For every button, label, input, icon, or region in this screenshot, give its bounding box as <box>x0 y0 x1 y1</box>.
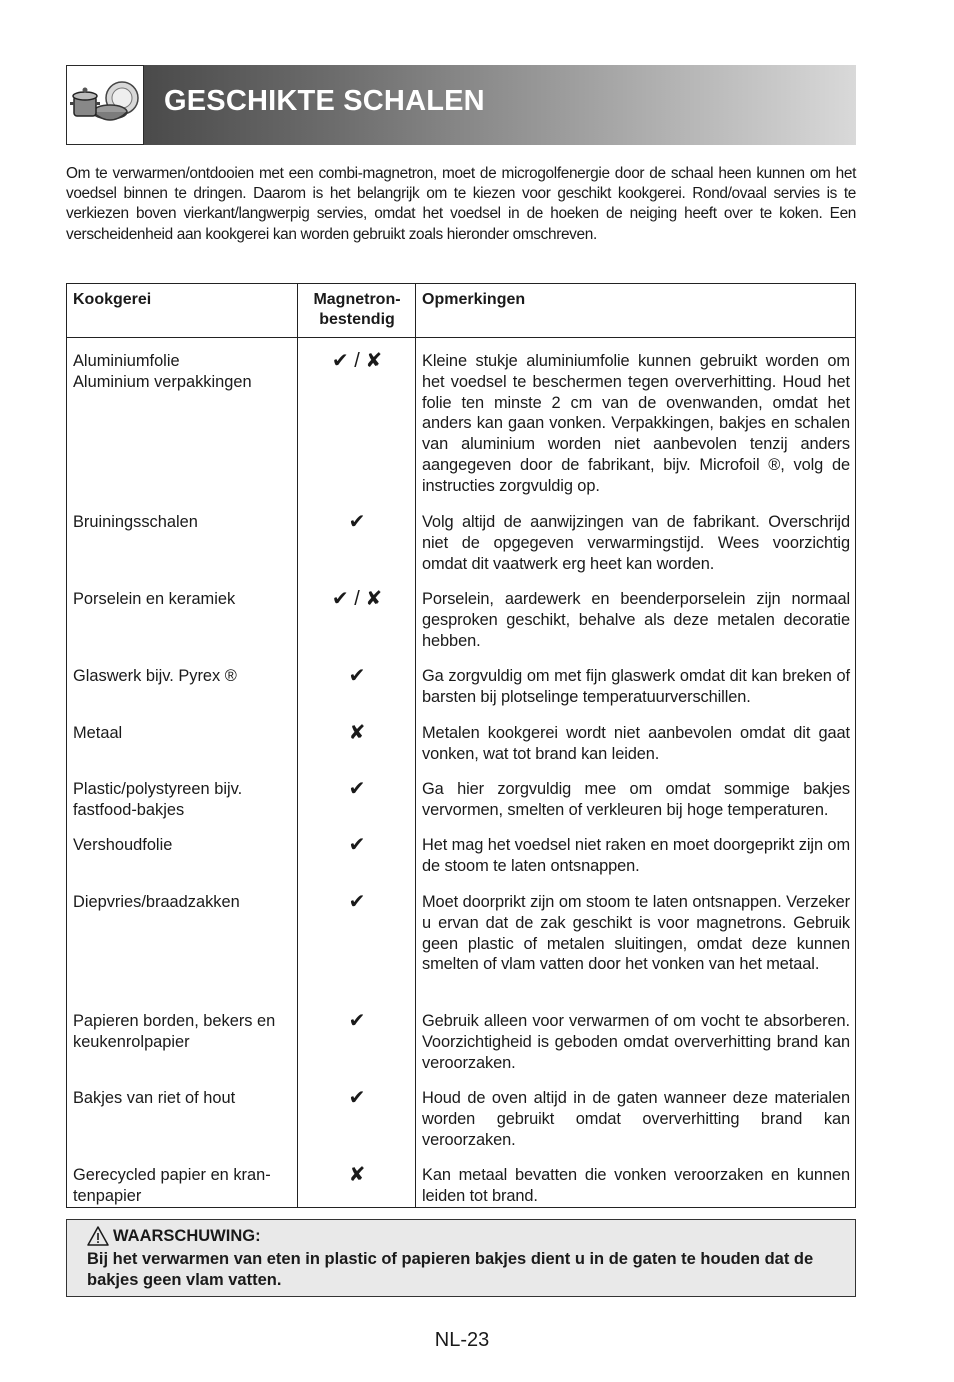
table-row-item: Bruiningsschalen <box>73 513 198 531</box>
table-row-note: Porselein, aardewerk en beenderporselein zijn normaal gesproken geschikt, behalve als deze metalen decoratie hebben. <box>422 590 850 650</box>
suitability-mark: ✘ <box>348 722 366 744</box>
table-row-note: Het mag het voedsel niet raken en moet doorgeprikt zijn om de stoom te laten ontsnappen. <box>422 836 850 875</box>
warning-heading <box>87 1226 261 1246</box>
suitability-mark: ✔ <box>348 1010 366 1032</box>
section-header <box>66 65 856 145</box>
header-divider <box>67 337 855 338</box>
warning-title: WAARSCHUWING: <box>113 1226 261 1245</box>
page-number: NL-23 <box>434 1329 490 1351</box>
table-row-item: Gerecycled papier en kran- tenpapier <box>73 1166 271 1205</box>
table-row-item: Papieren borden, bekers en keukenrolpapier <box>73 1012 276 1051</box>
table-row-note: Volg altijd de aanwijzingen van de fabrikant. Overschrijd niet de opgegeven verwarmingstijd. Wees voorzichtig omdat dit vaatwerk erg heet kan worden. <box>422 513 850 573</box>
table-row-item: Metaal <box>73 724 123 742</box>
suitability-mark: ✔ / ✘ <box>331 350 383 372</box>
table-row-note: Moet doorprikt zijn om stoom te laten ontsnappen. Verzeker u ervan dat de zak geschikt is voor magnetrons. Gebruik geen plastic of metalen sluitingen, omdat deze kunnen smelten of vlam vatten door het vonken van het metaal. <box>422 893 850 974</box>
column-header-microwave-safe: Magnetron- bestendig <box>313 291 401 328</box>
table-row-item: Aluminiumfolie Aluminium verpakkingen <box>73 352 252 391</box>
table-row-note: Ga zorgvuldig om met fijn glaswerk omdat dit kan breken of barsten bij plotselinge temperatuurverschillen. <box>422 667 850 706</box>
table-row-note: Gebruik alleen voor verwarmen of om vocht te absorberen. Voorzichtigheid is geboden omdat oververhitting brand kan veroorzaken. <box>422 1012 850 1072</box>
table-row-item: Vershoudfolie <box>73 836 173 854</box>
table-row-item: Glaswerk bijv. Pyrex ® <box>73 667 237 685</box>
suitability-mark: ✔ <box>348 511 366 533</box>
table-row-note: Kan metaal bevatten die vonken veroorzaken en kunnen leiden tot brand. <box>422 1166 850 1205</box>
page-title: GESCHIKTE SCHALEN <box>164 85 485 117</box>
warning-triangle-icon <box>87 1226 109 1246</box>
table-row-item: Diepvries/braadzakken <box>73 893 240 911</box>
suitability-mark: ✔ <box>348 778 366 800</box>
table-row-note: Kleine stukje aluminiumfolie kunnen gebruikt worden om het voedsel te beschermen tegen oververhitting. Houd het folie ten minste 2 cm van de ovenwanden, omdat het anders kan gaan vonken. Verpakkingen, bakjes en schalen van aluminium worden niet aanbevolen tenzij anders aangegeven door de fabrikant, bijv. Microfoil ®, volg de instructies zorgvuldig op. <box>422 352 850 495</box>
cookware-icon <box>66 65 144 145</box>
table-row-item: Porselein en keramiek <box>73 590 236 608</box>
suitability-mark: ✔ <box>348 891 366 913</box>
column-divider <box>297 284 298 1207</box>
suitability-mark: ✔ <box>348 665 366 687</box>
suitability-mark: ✘ <box>348 1164 366 1186</box>
column-header-cookware: Kookgerei <box>73 291 152 308</box>
suitability-mark: ✔ <box>348 1087 366 1109</box>
suitability-mark: ✔ / ✘ <box>331 588 383 610</box>
column-divider <box>415 284 416 1207</box>
table-row-note: Metalen kookgerei wordt niet aanbevolen omdat dit gaat vonken, wat tot brand kan leiden. <box>422 724 850 763</box>
column-header-remarks: Opmerkingen <box>422 291 526 308</box>
intro-paragraph: Om te verwarmen/ontdooien met een combi-magnetron, moet de microgolfenergie door de schaal heen kunnen om het voedsel binnen te dringen. Daarom is het belangrijk om te kiezen voor geschikt kookgerei. Rond/ovaal servies is te verkiezen boven vierkant/langwerpig servies, omdat het voedsel in de hoeken de neiging heeft over te koken. Een verscheidenheid aan kookgerei kan worden gebruikt zoals hieronder omschreven. <box>66 165 856 243</box>
cookware-table <box>66 283 856 1208</box>
table-row-item: Bakjes van riet of hout <box>73 1089 236 1107</box>
warning-box <box>66 1219 856 1297</box>
suitability-mark: ✔ <box>348 834 366 856</box>
table-row-note: Houd de oven altijd in de gaten wanneer deze materialen worden gebruikt omdat oververhitting brand kan veroorzaken. <box>422 1089 850 1149</box>
table-row-item: Plastic/polystyreen bijv. fastfood-bakjes <box>73 780 243 819</box>
table-row-note: Ga hier zorgvuldig mee om omdat sommige bakjes vervormen, smelten of verkleuren bij hoge temperaturen. <box>422 780 850 819</box>
warning-text: Bij het verwarmen van eten in plastic of papieren bakjes dient u in de gaten te houden dat de bakjes geen vlam vatten. <box>87 1250 814 1289</box>
